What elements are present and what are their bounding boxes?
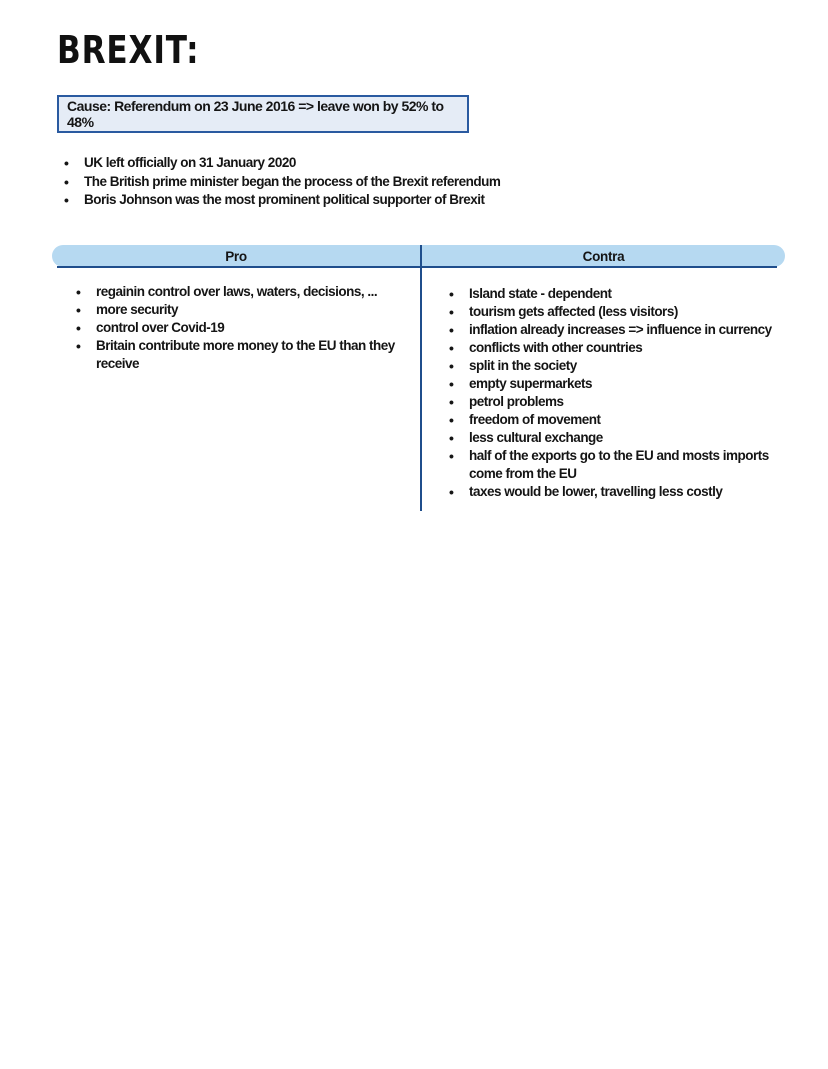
contra-item: • split in the society [447, 357, 792, 375]
cause-text: Cause: Referendum on 23 June 2016 => leave won by 52% to 48% [67, 98, 444, 130]
contra-item: • inflation already increases => influence in currency [447, 321, 792, 339]
contra-item: • conflicts with other countries [447, 339, 792, 357]
list-item: • The British prime minister began the process of the Brexit referendum [62, 173, 500, 192]
pro-item: • regainin control over laws, waters, decisions, ... [74, 283, 404, 301]
contra-item: • petrol problems [447, 393, 792, 411]
contra-item: • taxes would be lower, travelling less costly [447, 483, 792, 501]
contra-list [447, 285, 792, 501]
list-item: • Boris Johnson was the most prominent political supporter of Brexit [62, 191, 500, 210]
cause-box [57, 95, 469, 133]
intro-list [62, 154, 500, 210]
column-header-pro: Pro [225, 249, 247, 264]
contra-item: • less cultural exchange [447, 429, 792, 447]
contra-item: • empty supermarkets [447, 375, 792, 393]
header-divider [57, 266, 777, 268]
column-header-contra: Contra [582, 249, 625, 264]
list-item: • UK left officially on 31 January 2020 [62, 154, 500, 173]
pro-item: • more security [74, 301, 404, 319]
contra-item: • half of the exports go to the EU and mosts imports come from the EU [447, 447, 792, 483]
pro-item: • Britain contribute more money to the EU than they receive [74, 337, 404, 373]
pro-item: • control over Covid-19 [74, 319, 404, 337]
column-divider [420, 245, 422, 511]
contra-item: • tourism gets affected (less visitors) [447, 303, 792, 321]
contra-item: • Island state - dependent [447, 285, 792, 303]
pro-list [74, 283, 404, 373]
page-title: BREXIT: [57, 28, 200, 72]
contra-item: • freedom of movement [447, 411, 792, 429]
